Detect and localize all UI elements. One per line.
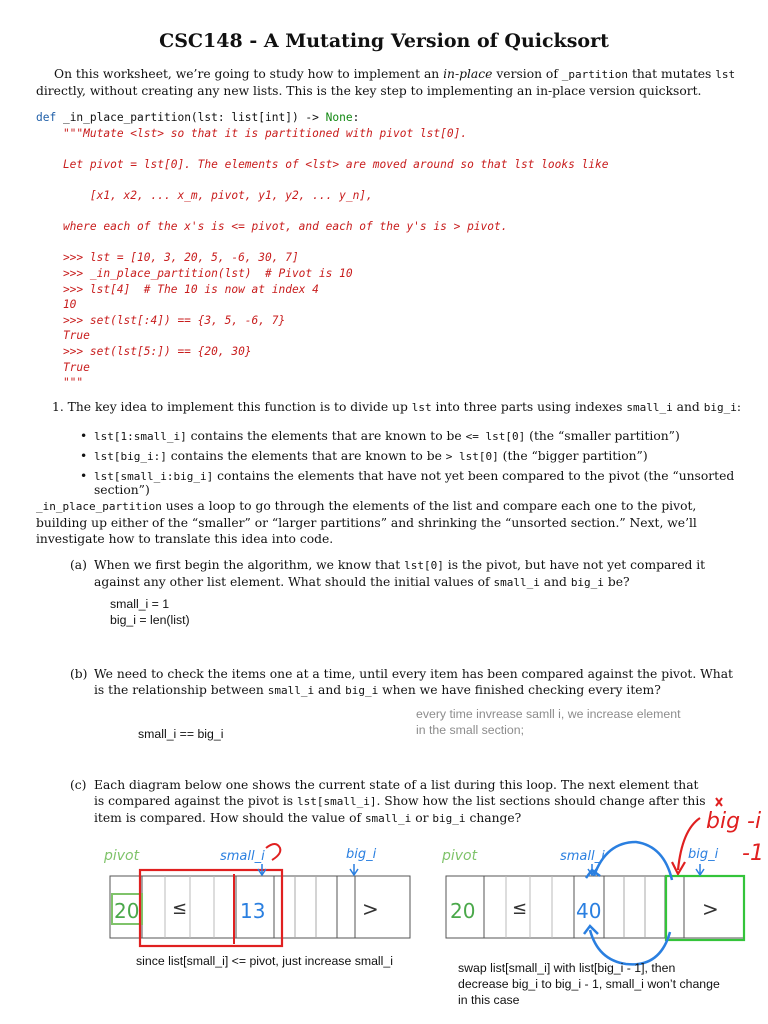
intro-text-1: On this worksheet, we’re going to study how to implement an [54,67,444,81]
intro-emphasis: in-place [443,67,493,81]
answer-b: small_i == big_i [138,727,224,741]
right-gt-sign: > [702,897,719,921]
left-list-diagram [103,844,410,946]
intro-text-3: that mutates [628,67,716,81]
qa-code-1: lst[0] [404,559,444,572]
docstring-line: """ [36,376,84,390]
left-pivot-label: pivot [104,848,140,864]
bullet-code-2: > lst[0] [445,450,499,463]
page-title: CSC148 - A Mutating Version of Quicksort [159,30,609,52]
bullet-code: lst[1:small_i] [94,430,187,443]
caption-right-1: swap list[small_i] with list[big_i - 1], then [458,961,676,975]
bullet-code: lst[small_i:big_i] [94,470,214,483]
caption-right-2: decrease big_i to big_i - 1, small_i won’t change [458,977,720,991]
q1-code-small-i: small_i [626,401,673,414]
answer-a-line-2: big_i = len(list) [110,613,190,627]
hand-big-i-note: big -i [706,809,762,834]
code-def-keyword: def [36,111,57,124]
right-pivot-label: pivot [442,848,478,864]
bullet-text: contains the elements that have not yet been compared to the pivot (the “unsorted section”) [94,469,735,497]
bullet-text: contains the elements that are known to be [166,449,446,463]
code-return-type: None [325,111,353,124]
bullet-code: lst[big_i:] [94,450,167,463]
left-small-i-arrow [258,864,266,875]
docstring-line: """Mutate <lst> so that it is partitioned with pivot lst[0]. [36,126,468,140]
qb-code-1: small_i [267,684,315,697]
bullet-code-2: <= lst[0] [465,430,526,443]
hand-red-mark [716,798,722,806]
question-c-label: (c) [70,778,87,792]
qc-text-1: Each diagram below one shows the current state of a list during this loop. The next element that is compared against the pivot is [94,778,699,808]
docstring-line: True [36,360,90,374]
code-signature: _in_place_partition(lst: list[int]) -> [56,111,326,124]
qb-code-2: big_i [345,684,379,697]
question-number: 1. [52,400,64,414]
para-text: uses a loop to go through the elements of the list and compare each one to the pivot, building up either of the “smaller” or “larger partitions” and shrinking the “unsorted section.” Next, we’ll investigate how to translate this idea into code. [36,499,697,546]
q1-text-a: The key idea to implement this function is to divide up [67,400,412,414]
qb-text-1: We need to check the items one at a time, until every item has been compared against the pivot. What is the relationship between [94,667,733,697]
right-big-i-arrow [696,864,704,875]
q1-text-d: : [736,400,741,414]
q1-text-c: and [672,400,704,414]
intro-text-2: version of [492,67,562,81]
docstring-line: True [36,329,90,343]
qc-code-2: small_i [364,812,412,825]
left-gt-sign: > [362,897,379,921]
docstring-line: Let pivot = lst[0]. The elements of <lst> are moved around so that lst looks like [36,157,609,171]
intro-code-partition: _partition [561,68,629,81]
qc-text-2: . Show how the list sections should change after this item is compared. How should the value of [94,794,706,825]
intro-code-lst: lst [715,68,736,81]
docstring-line: >>> lst[4] # The 10 is now at index 4 [36,282,319,296]
caption-right-3: in this case [458,993,520,1007]
docstring-line: >>> set(lst[:4]) == {3, 5, -6, 7} [36,313,286,327]
bullet-text: contains the elements that are known to be [186,429,466,443]
right-list-diagram [441,842,744,964]
answer-b-note-1: every time invrease samll i, we increase element [416,707,681,721]
qc-text-4: change? [465,811,522,825]
left-current-value: 13 [240,899,266,923]
qc-text-3: or [411,811,433,825]
qa-text-4: be? [603,575,630,589]
caption-left: since list[small_i] <= pivot, just increase small_i [136,954,393,968]
left-red-two-mark [266,844,280,860]
left-big-i-label: big_i [346,847,377,862]
docstring-line: 10 [36,298,77,312]
q1-text-b: into three parts using indexes [431,400,627,414]
hand-minus-one-note: -1 [742,841,764,866]
intro-text-4: directly, without creating any new lists. This is the key step to implementing an in-place version quicksort. [36,84,702,98]
docstring-line: >>> set(lst[5:]) == {20, 30} [36,344,252,358]
qa-code-2: small_i [493,576,540,589]
para-code: _in_place_partition [36,500,162,513]
right-current-value: 40 [576,899,602,923]
docstring-line: [x1, x2, ... x_m, pivot, y1, y2, ... y_n], [36,188,373,202]
answer-b-note-2: in the small section; [416,723,524,737]
right-le-sign: ≤ [512,898,528,919]
qa-text-3: and [539,575,571,589]
left-pivot-value: 20 [114,899,140,923]
qb-text-3: when we have finished checking every item? [378,683,661,697]
right-pivot-value: 20 [450,899,476,923]
left-small-i-label: small_i [220,849,265,864]
q1-code-lst: lst [411,401,432,414]
docstring-line: where each of the x's is <= pivot, and each of the y's is > pivot. [36,220,508,234]
qa-text-2: is the pivot, but have not yet compared it against any other list element. What should the initial values of [94,558,706,589]
bullet-tail: (the “smaller partition”) [525,429,680,443]
qa-code-3: big_i [570,576,604,589]
left-le-sign: ≤ [172,898,188,919]
right-small-i-label: small_i [560,849,605,864]
qc-code-3: big_i [432,812,466,825]
docstring-line: >>> _in_place_partition(lst) # Pivot is 10 [36,266,353,280]
left-big-i-arrow [350,864,358,875]
bullet-tail: (the “bigger partition”) [498,449,648,463]
question-b-label: (b) [70,667,88,681]
qc-code-1: lst[small_i] [297,795,377,808]
qa-text-1: When we first begin the algorithm, we know that [94,558,405,572]
question-a-label: (a) [70,558,87,572]
q1-code-big-i: big_i [703,401,737,414]
right-big-i-label: big_i [688,847,719,862]
answer-a-line-1: small_i = 1 [110,597,170,611]
code-colon: : [352,111,360,124]
right-swap-arrow-top [594,842,672,880]
docstring-line: >>> lst = [10, 3, 20, 5, -6, 30, 7] [36,251,299,265]
qb-text-2: and [314,683,346,697]
hand-red-arrow [678,818,700,870]
